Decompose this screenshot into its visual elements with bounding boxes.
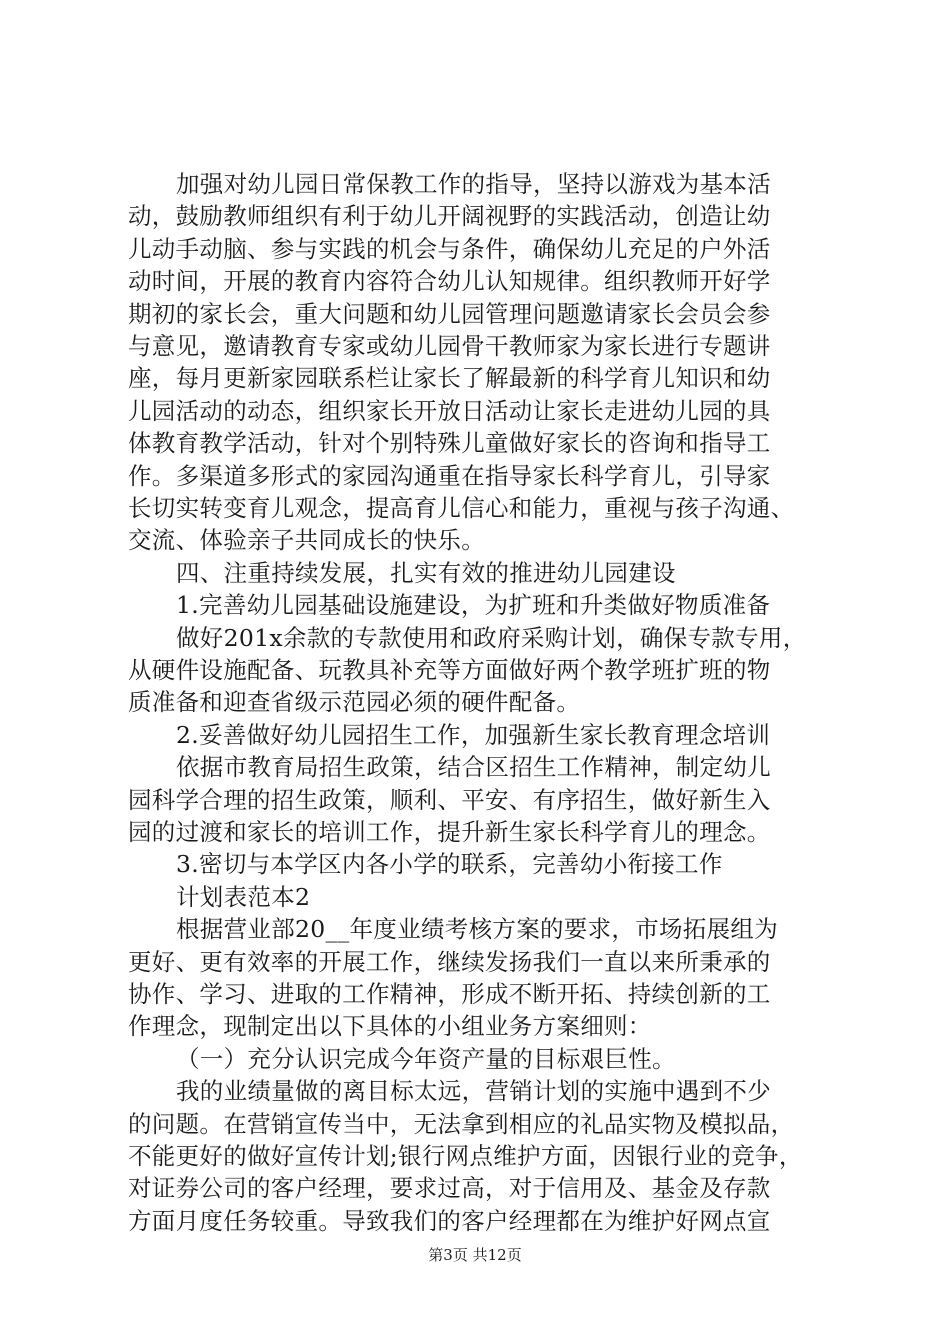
subsection-heading: 3.密切与本学区内各小学的联系，完善幼小衔接工作 [176,850,723,879]
text-line: 做好201x余款的专款使用和政府采购计划，确保专款专用， [176,623,807,652]
text-line: 动，鼓励教师组织有利于幼儿开阔视野的实践活动，创造让幼 [128,202,771,231]
subsection-heading: 2.妥善做好幼儿园招生工作，加强新生家长教育理念培训 [176,720,771,749]
text-line: 座，每月更新家园联系栏让家长了解最新的科学育儿知识和幼 [128,364,771,393]
text-line: 园的过渡和家长的培训工作，提升新生家长科学育儿的理念。 [128,818,771,846]
section-title: 计划表范本2 [176,882,311,911]
text-line: 方面月度任务较重。导致我们的客户经理都在为维护好网点宣 [128,1206,771,1235]
text-line: 不能更好的做好宣传计划;银行网点维护方面，因银行业的竞争， [128,1142,803,1170]
text-line: 动时间，开展的教育内容符合幼儿认知规律。组织教师开好学 [128,267,771,296]
text-line: 长切实转变育儿观念，提高育儿信心和能力，重视与孩子沟通、 [128,494,795,522]
text-line: 依据市教育局招生政策，结合区招生工作精神，制定幼儿 [176,753,771,782]
text-line: 从硬件设施配备、玩教具补充等方面做好两个教学班扩班的物 [128,656,771,684]
text-line: 儿动手动脑、参与实践的机会与条件，确保幼儿充足的户外活 [128,234,771,263]
text-line: 对证券公司的客户经理，要求过高，对于信用及、基金及存款 [128,1174,771,1203]
text-line: 更好、更有效率的开展工作，继续发扬我们一直以来所秉承的 [128,947,771,976]
text-line: 园科学合理的招生政策，顺利、平安、有序招生，做好新生入 [128,785,771,814]
page-footer: 第3页 共12页 [428,1246,522,1264]
text-line: 我的业绩量做的离目标太远，营销计划的实施中遇到不少 [176,1077,771,1106]
subsection-heading: （一）充分认识完成今年资产量的目标艰巨性。 [176,1044,676,1073]
section-heading: 四、注重持续发展，扎实有效的推进幼儿园建设 [176,558,676,587]
text-line: 与意见，邀请教育专家或幼儿园骨干教师家为家长进行专题讲 [128,332,771,360]
subsection-heading: 1.完善幼儿园基础设施建设，为扩班和升类做好物质准备 [176,591,771,620]
text-line: 的问题。在营销宣传当中，无法拿到相应的礼品实物及模拟品， [128,1109,795,1138]
text-line: 质准备和迎查省级示范园必须的硬件配备。 [128,688,581,717]
text-line: 期初的家长会，重大问题和幼儿园管理问题邀请家长会员会参 [128,299,771,328]
text-line: 根据营业部20__年度业绩考核方案的要求，市场拓展组为 [176,915,779,944]
text-line: 交流、体验亲子共同成长的快乐。 [128,526,485,555]
text-line: 儿园活动的动态，组织家长开放日活动让家长走进幼儿园的具 [128,396,771,425]
text-line: 加强对幼儿园日常保教工作的指导，坚持以游戏为基本活 [176,170,771,198]
text-line: 作。多渠道多形式的家园沟通重在指导家长科学育儿，引导家 [128,461,771,490]
text-line: 协作、学习、进取的工作精神，形成不断开拓、持续创新的工 [128,980,771,1008]
text-line: 作理念，现制定出以下具体的小组业务方案细则： [128,1012,652,1041]
text-line: 体教育教学活动，针对个别特殊儿童做好家长的咨询和指导工 [128,429,771,458]
